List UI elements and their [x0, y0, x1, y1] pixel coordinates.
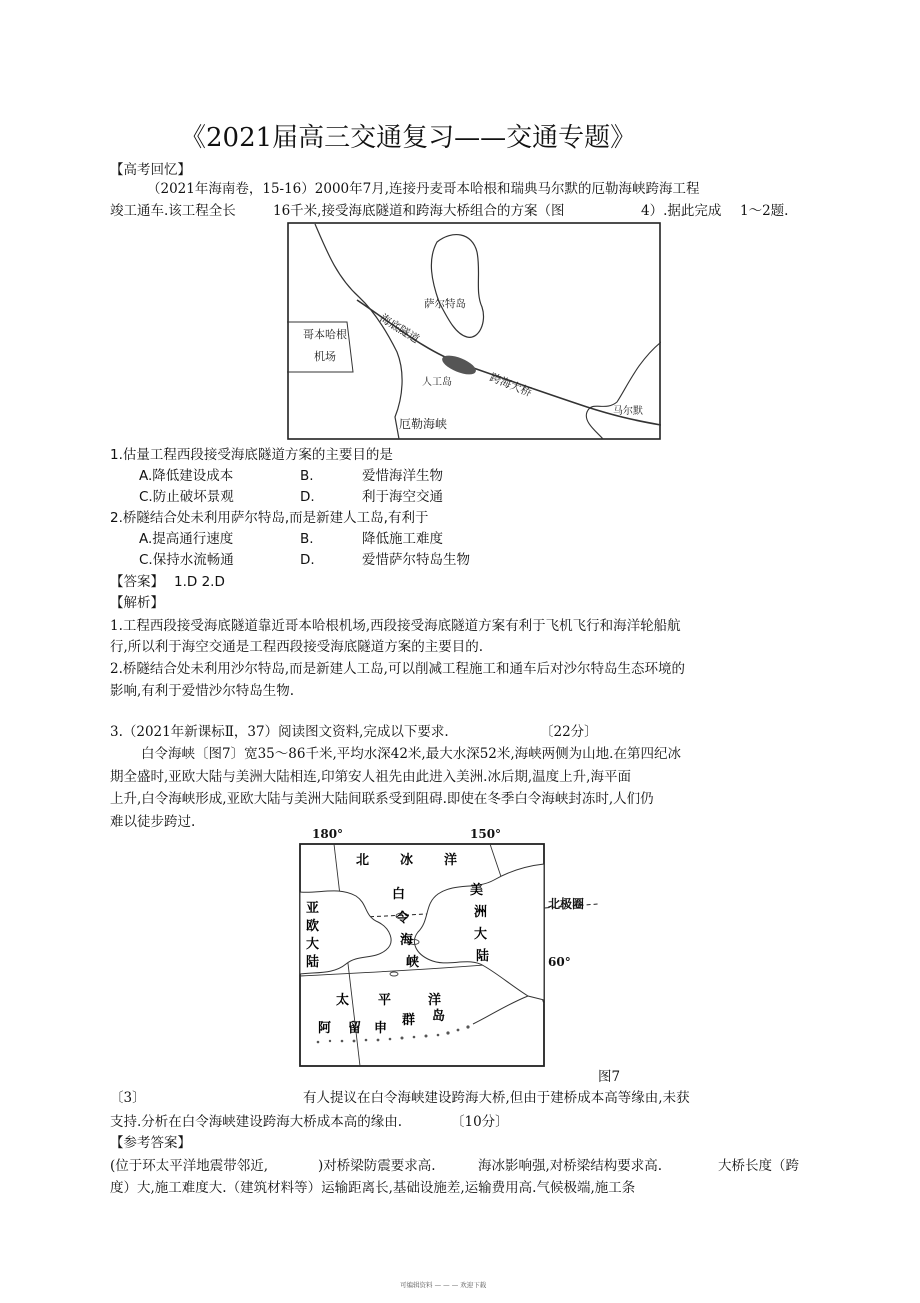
q2-stem: 2.桥隧结合处未利用萨尔特岛,而是新建人工岛,有利于 [110, 510, 429, 526]
page-footer: 可编辑资料 — — — 欢迎下载 [400, 1281, 487, 1289]
map-label-malmo: 马尔默 [613, 406, 643, 417]
pacific-char-2: 平 [378, 993, 392, 1008]
q1-option-d-text: 利于海空交通 [362, 489, 443, 505]
aleutian-char-1: 阿 [318, 1021, 332, 1036]
bering-char-2: 令 [396, 911, 410, 926]
q1-option-c: C.防止破坏景观 [139, 489, 234, 505]
ref-answer-line2: 度）大,施工难度大.（建筑材料等）运输距离长,基础设施差,运输费用高.气候极端,施工条 [110, 1180, 636, 1196]
lon-label-180: 180° [312, 827, 344, 841]
q3-sub-line2: 支持.分析在白令海峡建设跨海大桥成本高的缘由. [110, 1114, 403, 1130]
pacific-char-3: 洋 [428, 993, 442, 1008]
q3-sub-score: 〔10分〕 [451, 1114, 509, 1130]
q2-option-b-text: 降低施工难度 [362, 531, 443, 547]
map-label-artificial-island: 人工岛 [422, 377, 452, 388]
q1-option-b-text: 爱惜海洋生物 [362, 468, 443, 484]
intro-line-1: （2021年海南卷，15-16）2000年7月,连接丹麦哥本哈根和瑞典马尔默的厄勒海峡跨海工程 [147, 181, 700, 197]
bering-char-3: 海 [400, 933, 414, 948]
q1-option-b-letter: B. [300, 468, 314, 484]
map-label-strait: 厄勒海峡 [399, 417, 448, 431]
q3-heading: 3.（2021年新课标Ⅱ，37）阅读图文资料,完成以下要求. [110, 724, 449, 740]
q2-option-c: C.保持水流畅通 [139, 552, 234, 568]
ref-answer-line1a: (位于环太平洋地震带邻近, [110, 1158, 269, 1174]
q3-para-line1: 白令海峡〔图7〕宽35～86千米,平均水深42米,最大水深52米,海峡两侧为山地.在第四纪冰 [141, 746, 681, 762]
analysis-p2-line1: 2.桥隧结合处未利用沙尔特岛,而是新建人工岛,可以削减工程施工和通车后对沙尔特岛生态环境的 [110, 661, 685, 677]
q1-option-a: A.降低建设成本 [139, 468, 234, 484]
america-char-2: 洲 [474, 905, 488, 920]
q2-option-d-letter: D. [300, 552, 315, 568]
ref-answer-line1d: 大桥长度（跨 [718, 1158, 799, 1174]
arctic-circle-label: 北极圈 [548, 897, 585, 911]
q2-option-d-text: 爱惜萨尔特岛生物 [362, 552, 470, 568]
answer-text: 1.D 2.D [174, 574, 225, 590]
map-label-bridge: 跨海大桥 [487, 370, 534, 400]
ref-answer-line1b: )对桥梁防震要求高. [318, 1158, 436, 1174]
analysis-p1-line2: 行,所以利于海空交通是工程西段接受海底隧道方案的主要目的. [110, 639, 484, 655]
arctic-char-2: 冰 [400, 853, 414, 868]
america-char-4: 陆 [476, 949, 490, 964]
eurasia-char-3: 大 [306, 937, 320, 952]
lat-60-label: 60° [548, 955, 571, 969]
america-char-3: 大 [474, 927, 488, 942]
map-label-island: 萨尔特岛 [424, 298, 466, 310]
q3-score: 〔22分〕 [540, 724, 598, 740]
q2-option-b-letter: B. [300, 531, 314, 547]
eurasia-char-1: 亚 [306, 901, 320, 916]
analysis-p2-line2: 影响,有利于爱惜沙尔特岛生物. [110, 683, 295, 699]
arctic-char-3: 洋 [444, 853, 458, 868]
q1-option-d-letter: D. [300, 489, 315, 505]
intro-line-2d: 1～2题. [740, 203, 789, 219]
arctic-char-1: 北 [356, 853, 370, 868]
q2-option-a: A.提高通行速度 [139, 531, 234, 547]
aleutian-char-4: 群 [402, 1013, 416, 1028]
figure-7-caption: 图7 [598, 1069, 621, 1085]
q3-sub-number: 〔3〕 [110, 1090, 146, 1106]
map-label-airport-2: 机场 [314, 350, 336, 363]
q1-stem: 1.估量工程西段接受海底隧道方案的主要目的是 [110, 447, 393, 463]
section-review-heading: 【高考回忆】 [110, 162, 191, 178]
answer-label: 【答案】 [110, 574, 164, 590]
intro-line-2b: 16千米,接受海底隧道和跨海大桥组合的方案（图 [273, 203, 565, 219]
map-label-airport-1: 哥本哈根 [303, 328, 347, 341]
page-title: 《2021届高三交通复习——交通专题》 [180, 123, 637, 153]
aleutian-char-2: 留 [348, 1021, 362, 1036]
analysis-label: 【解析】 [110, 595, 164, 611]
pacific-char-1: 太 [336, 993, 350, 1008]
eurasia-char-4: 陆 [306, 955, 320, 970]
q3-para-line4: 难以徒步跨过. [110, 814, 196, 830]
oresund-map [287, 222, 661, 440]
america-char-1: 美 [470, 883, 484, 898]
ref-answer-line1c: 海冰影响强,对桥梁结构要求高. [478, 1158, 663, 1174]
analysis-p1-line1: 1.工程西段接受海底隧道靠近哥本哈根机场,西段接受海底隧道方案有利于飞机飞行和海洋轮船航 [110, 618, 681, 634]
q3-sub-line1: 有人提议在白令海峡建设跨海大桥,但由于建桥成本高等缘由,未获 [303, 1090, 690, 1106]
eurasia-char-2: 欧 [306, 919, 320, 934]
map-label-tunnel: 海底隧道 [377, 311, 422, 346]
aleutian-char-5: 岛 [432, 1009, 446, 1024]
aleutian-char-3: 申 [374, 1021, 388, 1036]
bering-char-4: 峡 [406, 955, 420, 970]
q3-para-line3: 上升,白令海峡形成,亚欧大陆与美洲大陆间联系受到阻碍.即使在冬季白令海峡封冻时,人们仍 [110, 791, 654, 807]
bering-char-1: 白 [392, 887, 406, 902]
intro-line-2a: 竣工通车.该工程全长 [110, 203, 236, 219]
ref-answer-label: 【参考答案】 [110, 1135, 191, 1151]
intro-line-2c: 4）.据此完成 [641, 203, 722, 219]
q3-para-line2: 期全盛时,亚欧大陆与美洲大陆相连,印第安人祖先由此进入美洲.冰后期,温度上升,海平面 [110, 769, 631, 785]
bering-strait-map [298, 824, 598, 1070]
lon-label-150: 150° [470, 827, 502, 841]
